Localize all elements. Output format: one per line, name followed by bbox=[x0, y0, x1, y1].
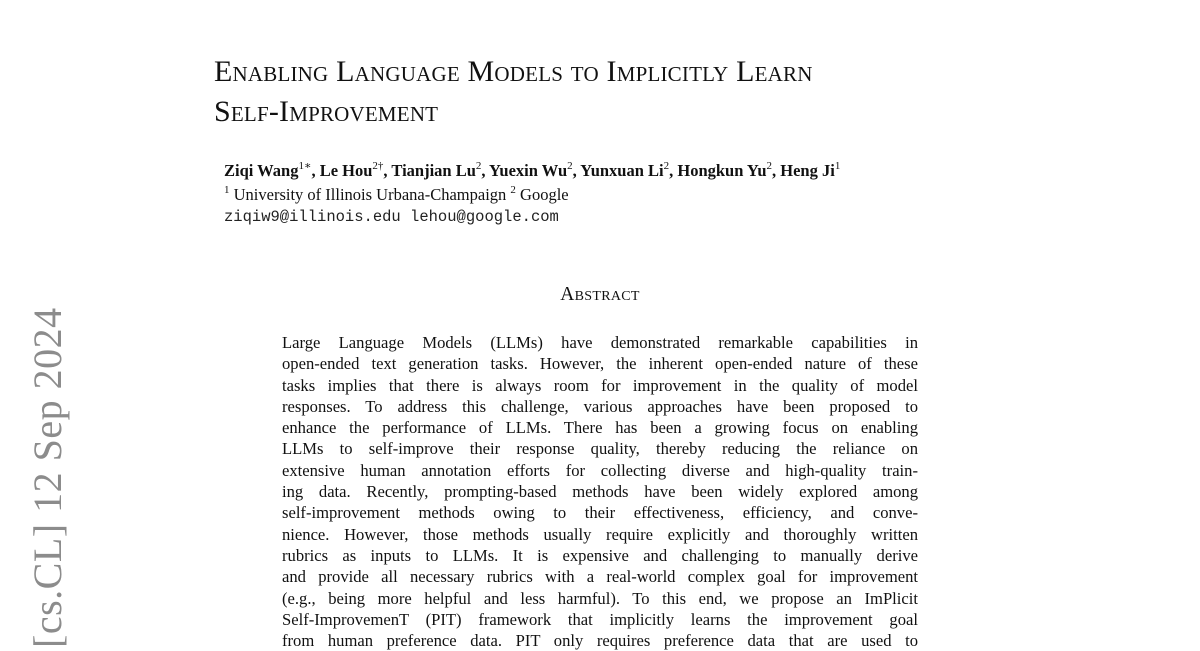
abstract-line: nience. However, those methods usually require explicitly and thoroughly written bbox=[282, 524, 918, 544]
abstract-line: LLMs to self-improve their response quality, thereby reducing the reliance on bbox=[282, 439, 918, 459]
author-sup: 2 bbox=[663, 160, 670, 172]
author-sup: 2† bbox=[372, 160, 384, 172]
author-sup: 2 bbox=[766, 160, 773, 172]
author-name: Tianjian Lu bbox=[391, 161, 476, 180]
author-name: Hongkun Yu bbox=[677, 161, 767, 180]
affil-text-1: University of Illinois Urbana-Champaign bbox=[229, 185, 511, 204]
author-sup: 1 bbox=[834, 160, 841, 172]
abstract-line: tasks implies that there is always room for improvement in the quality of model bbox=[282, 375, 918, 395]
title-line-1: Enabling Language Models to Implicitly Learn bbox=[214, 55, 813, 88]
abstract-line: Self-ImprovemenT (PIT) framework that implicitly learns the improvement goal bbox=[282, 609, 918, 629]
arxiv-stamp: [cs.CL] 12 Sep 2024 bbox=[25, 307, 70, 648]
abstract-line: extensive human annotation efforts for collecting diverse and high-quality train- bbox=[282, 460, 918, 480]
abstract-line: and provide all necessary rubrics with a real-world complex goal for improvement bbox=[282, 567, 918, 587]
affil-text-2: Google bbox=[515, 185, 569, 204]
abstract-line: enhance the performance of LLMs. There has been a growing focus on enabling bbox=[282, 418, 918, 438]
abstract-line: from human preference data. PIT only requires preference data that are used to bbox=[282, 631, 918, 651]
abstract-line: (e.g., being more helpful and less harmful). To this end, we propose an ImPlicit bbox=[282, 588, 918, 608]
abstract-heading: Abstract bbox=[560, 284, 640, 305]
author-sup: 1∗ bbox=[298, 160, 312, 172]
author-name: Le Hou bbox=[319, 161, 373, 180]
author-list: Ziqi Wang$^{1∗}$, Le Hou$^{2\dagger}$, Tianjian Lu$^2$, Yuexin Wu$^2$, Yunxuan Li$^2$, Hongkun Yu$^2$, Heng Ji$^1$ bbox=[224, 160, 841, 180]
abstract-line: rubrics as inputs to LLMs. It is expensive and challenging to manually derive bbox=[282, 545, 918, 565]
affiliations bbox=[224, 184, 569, 206]
author-sup: 2 bbox=[475, 160, 482, 172]
affil-sup-1: 1 bbox=[224, 184, 230, 196]
author-emails: ziqiw9@illinois.edu lehou@google.com bbox=[224, 208, 559, 226]
affil-sup-2: 2 bbox=[510, 184, 516, 196]
paper-title bbox=[214, 52, 1034, 132]
author-name: Yuexin Wu bbox=[489, 161, 568, 180]
author-sup: 2 bbox=[567, 160, 573, 172]
title-line-2: Self-Improvement bbox=[214, 95, 439, 128]
abstract-line: ing data. Recently, prompting-based methods have been widely explored among bbox=[282, 482, 918, 502]
author-name: Yunxuan Li bbox=[580, 161, 664, 180]
abstract-line: Large Language Models (LLMs) have demonstrated remarkable capabilities in bbox=[282, 333, 918, 352]
abstract-line: open-ended text generation tasks. However, the inherent open-ended nature of these bbox=[282, 354, 918, 374]
author-name: Heng Ji bbox=[780, 161, 835, 180]
author-name: Ziqi Wang bbox=[224, 161, 299, 180]
abstract-body bbox=[282, 332, 918, 651]
abstract-line: self-improvement methods owing to their effectiveness, efficiency, and conve- bbox=[282, 503, 918, 523]
abstract-line: responses. To address this challenge, various approaches have been proposed to bbox=[282, 396, 918, 416]
